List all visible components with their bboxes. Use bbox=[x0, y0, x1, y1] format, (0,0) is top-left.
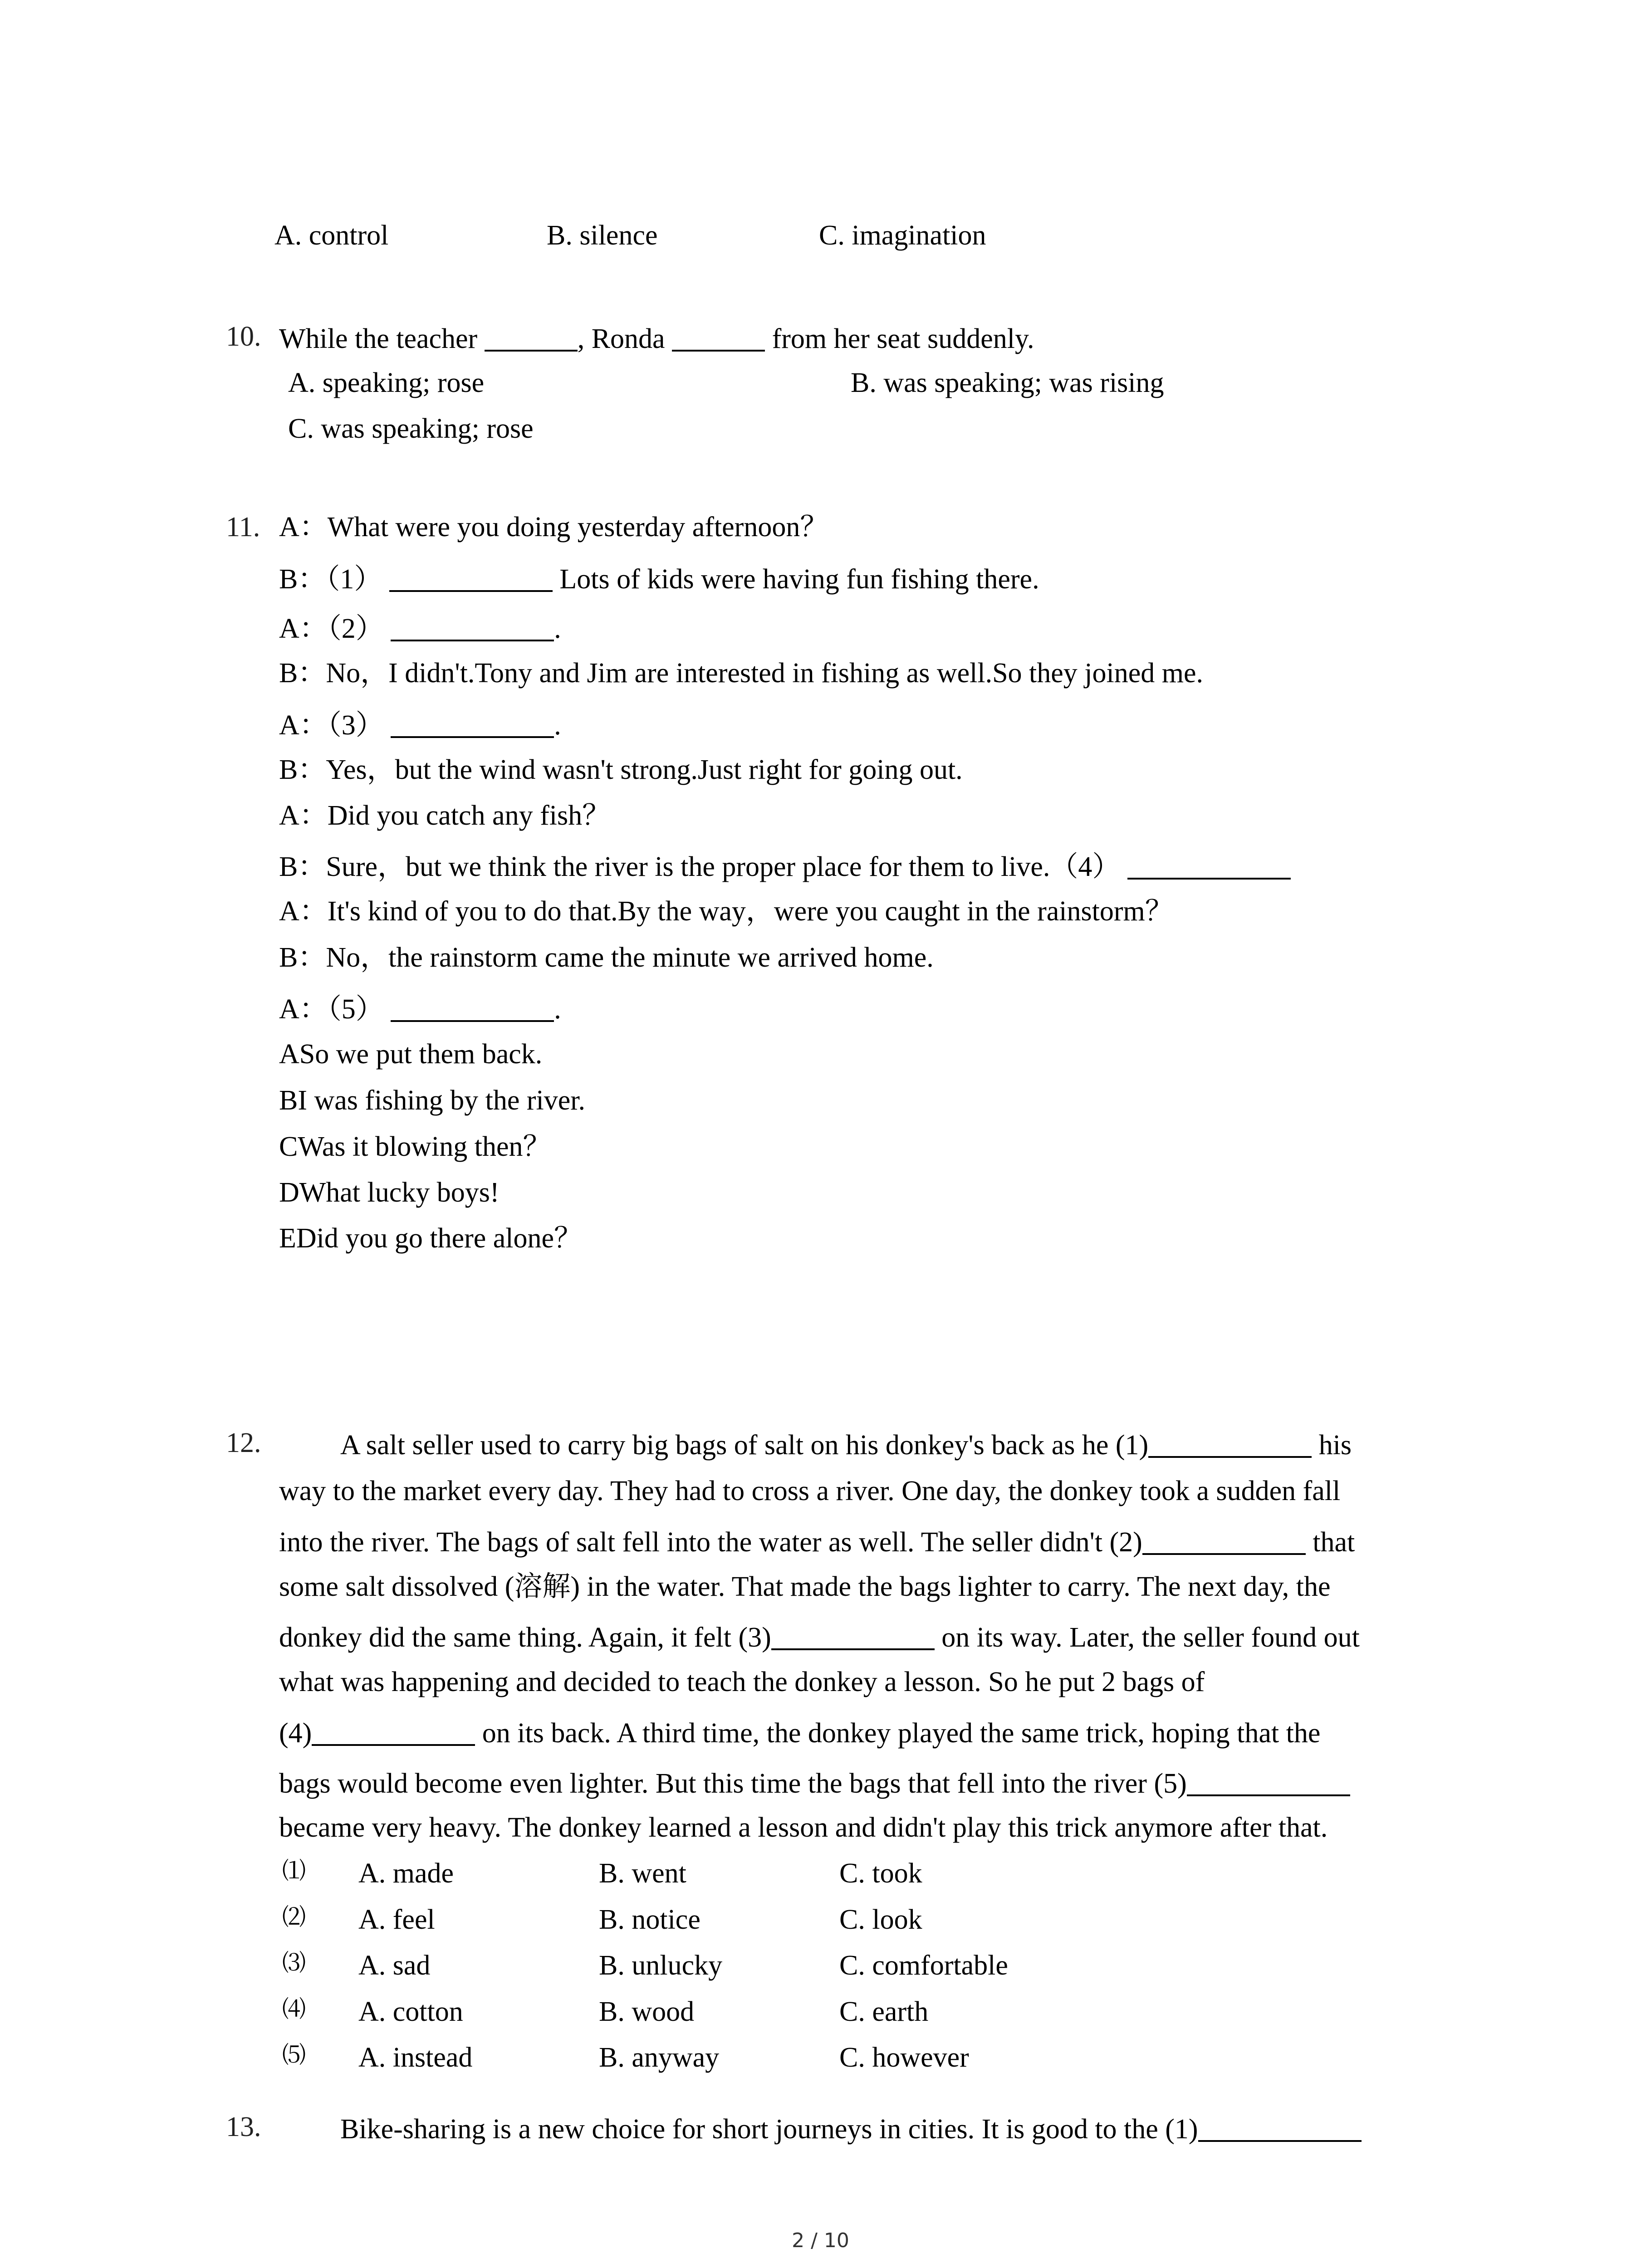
q12-opt-3-b: B. unlucky bbox=[599, 1950, 723, 1981]
q12-line-7-label: (4) bbox=[279, 1718, 312, 1749]
q10-blank-2[interactable] bbox=[672, 323, 765, 352]
q12-opt-2-a: A. feel bbox=[358, 1904, 435, 1935]
q11-line-3-label: A：（2） bbox=[279, 613, 384, 644]
q12-opt-1-c: C. took bbox=[839, 1858, 922, 1889]
q12-opt-2-c: C. look bbox=[839, 1904, 922, 1935]
q10-stem-part2: , Ronda bbox=[577, 323, 665, 354]
q12-opt-4-number: ⑷ bbox=[282, 1996, 306, 2023]
q12-line-7 bbox=[279, 1717, 1320, 1747]
q12-opt-1-b: B. went bbox=[599, 1858, 686, 1889]
q12-line-8 bbox=[279, 1767, 1350, 1798]
q12-opt-5-c: C. however bbox=[839, 2042, 969, 2073]
q12-opt-5-number: ⑸ bbox=[282, 2042, 306, 2069]
q12-blank-2[interactable] bbox=[1142, 1526, 1306, 1555]
q11-number: 11. bbox=[226, 512, 260, 543]
q10-stem-part1: While the teacher bbox=[279, 323, 478, 354]
q12-opt-3-a: A. sad bbox=[358, 1950, 431, 1981]
q12-line-1 bbox=[340, 1429, 1352, 1459]
q11-line-2-text: Lots of kids were having fun fishing there. bbox=[552, 564, 1039, 595]
q11-line-5 bbox=[279, 709, 561, 739]
q12-opt-4-c: C. earth bbox=[839, 1996, 929, 2027]
q11-line-9: A：It's kind of you to do that.By the way，were you caught in the rainstorm？ bbox=[279, 896, 1173, 927]
q12-line-3 bbox=[279, 1526, 1355, 1556]
q11-line-4: B：No，I didn't.Tony and Jim are interested in fishing as well.So they joined me. bbox=[279, 658, 1204, 689]
q9-option-b: B. silence bbox=[547, 220, 658, 251]
page-number: 2 / 10 bbox=[792, 2229, 849, 2252]
q12-opt-2-b: B. notice bbox=[599, 1904, 700, 1935]
q12-opt-4-a: A. cotton bbox=[358, 1996, 463, 2027]
q11-line-2-label: B：（1） bbox=[279, 564, 382, 595]
q12-line-1-text: A salt seller used to carry big bags of salt on his donkey's back as he (1) bbox=[340, 1430, 1149, 1461]
q10-blank-1[interactable] bbox=[485, 323, 578, 352]
q9-option-a: A. control bbox=[274, 220, 389, 251]
q12-line-9: became very heavy. The donkey learned a lesson and didn't play this trick anymore after that. bbox=[279, 1812, 1328, 1843]
q11-choice-d: DWhat lucky boys! bbox=[279, 1177, 500, 1208]
q12-opt-5-a: A. instead bbox=[358, 2042, 473, 2073]
q12-opt-1-number: ⑴ bbox=[282, 1857, 306, 1885]
q11-line-5-label: A：（3） bbox=[279, 710, 384, 741]
q10-option-c: C. was speaking; rose bbox=[288, 413, 534, 444]
q12-line-7-text: on its back. A third time, the donkey played the same trick, hoping that the bbox=[475, 1718, 1321, 1749]
q12-line-5-end: on its way. Later, the seller found out bbox=[934, 1622, 1360, 1653]
q12-line-6: what was happening and decided to teach the donkey a lesson. So he put 2 bags of bbox=[279, 1667, 1205, 1697]
q11-line-8 bbox=[279, 850, 1291, 881]
q12-opt-3-number: ⑶ bbox=[282, 1950, 306, 1977]
q12-number: 12. bbox=[226, 1427, 261, 1458]
q12-line-8-text: bags would become even lighter. But this time the bags that fell into the river (5) bbox=[279, 1768, 1187, 1799]
q12-opt-2-number: ⑵ bbox=[282, 1904, 306, 1931]
q12-opt-1-a: A. made bbox=[358, 1858, 454, 1889]
q11-line-2 bbox=[279, 563, 1039, 593]
q11-line-10: B：No，the rainstorm came the minute we arrived home. bbox=[279, 942, 934, 973]
q12-opt-5-b: B. anyway bbox=[599, 2042, 720, 2073]
q12-blank-5[interactable] bbox=[1187, 1767, 1350, 1796]
q11-line-1: A：What were you doing yesterday afternoon？ bbox=[279, 512, 828, 543]
q11-choice-b: BI was fishing by the river. bbox=[279, 1085, 586, 1116]
q11-blank-3[interactable] bbox=[391, 709, 554, 738]
q11-blank-5[interactable] bbox=[391, 993, 554, 1022]
q11-line-7: A：Did you catch any fish？ bbox=[279, 800, 611, 831]
q11-line-5-end: . bbox=[554, 710, 561, 741]
q10-stem bbox=[279, 323, 1034, 353]
q10-option-a: A. speaking; rose bbox=[288, 367, 485, 398]
q12-line-5 bbox=[279, 1621, 1360, 1652]
q11-line-11 bbox=[279, 993, 561, 1023]
q12-line-1-end: his bbox=[1312, 1430, 1352, 1461]
q11-choice-c: CWas it blowing then？ bbox=[279, 1131, 551, 1162]
q12-blank-1[interactable] bbox=[1148, 1429, 1312, 1458]
q12-line-4: some salt dissolved (溶解) in the water. That made the bags lighter to carry. The next day, the bbox=[279, 1571, 1331, 1602]
q13-number: 13. bbox=[226, 2112, 261, 2142]
q11-line-3-end: . bbox=[554, 613, 561, 644]
q12-line-2: way to the market every day. They had to cross a river. One day, the donkey took a sudden fall bbox=[279, 1476, 1341, 1506]
q11-choice-a: ASo we put them back. bbox=[279, 1039, 543, 1070]
q10-number: 10. bbox=[226, 321, 261, 352]
q11-choice-e: EDid you go there alone？ bbox=[279, 1223, 583, 1254]
q11-line-8-text: B：Sure，but we think the river is the proper place for them to live.（4） bbox=[279, 851, 1121, 882]
q11-line-11-label: A：（5） bbox=[279, 994, 384, 1025]
q10-option-b: B. was speaking; was rising bbox=[851, 367, 1164, 398]
q13-blank-1[interactable] bbox=[1198, 2113, 1362, 2142]
q12-line-3-end: that bbox=[1305, 1527, 1355, 1558]
q12-blank-3[interactable] bbox=[771, 1621, 935, 1650]
q11-blank-1[interactable] bbox=[389, 563, 553, 592]
q12-line-3-text: into the river. The bags of salt fell into the water as well. The seller didn't (2) bbox=[279, 1527, 1142, 1558]
q11-line-11-end: . bbox=[554, 994, 561, 1025]
q11-blank-4[interactable] bbox=[1127, 850, 1291, 880]
q13-line-1-text: Bike-sharing is a new choice for short journeys in cities. It is good to the (1) bbox=[340, 2114, 1198, 2145]
q9-option-c: C. imagination bbox=[819, 220, 986, 251]
q10-stem-part3: from her seat suddenly. bbox=[772, 323, 1034, 354]
q12-opt-3-c: C. comfortable bbox=[839, 1950, 1008, 1981]
q11-blank-2[interactable] bbox=[391, 612, 554, 641]
q12-opt-4-b: B. wood bbox=[599, 1996, 695, 2027]
q11-line-6: B：Yes，but the wind wasn't strong.Just right for going out. bbox=[279, 754, 963, 785]
q12-blank-4[interactable] bbox=[312, 1717, 475, 1746]
q13-line-1 bbox=[340, 2113, 1362, 2143]
q11-line-3 bbox=[279, 612, 561, 643]
q12-line-5-text: donkey did the same thing. Again, it felt (3) bbox=[279, 1622, 771, 1653]
